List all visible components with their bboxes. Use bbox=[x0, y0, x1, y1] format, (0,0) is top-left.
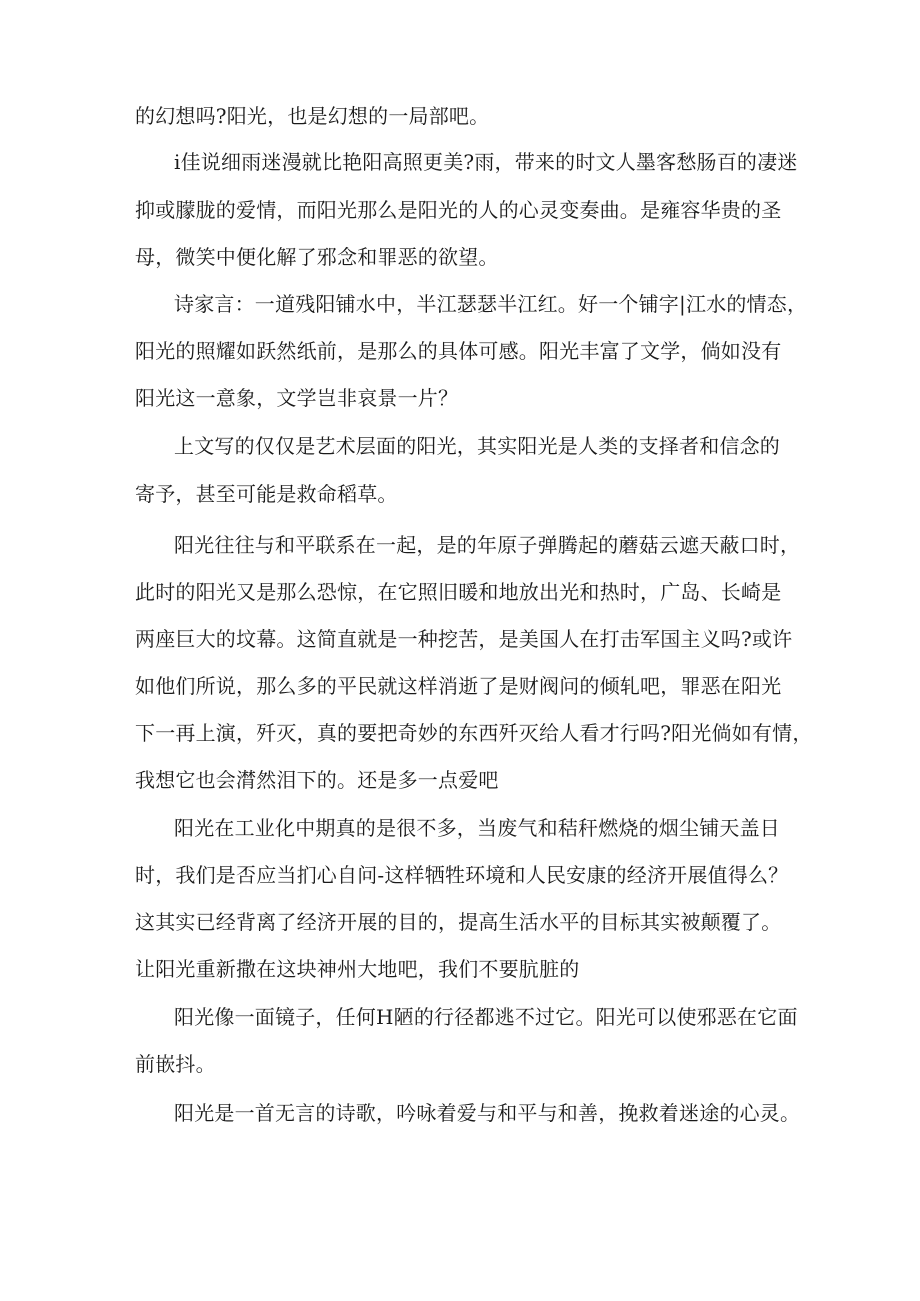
text-line-3: 抑或朦胧的爱情，而阳光那么是阳光的人的心灵变奏曲。是雍容华贵的圣 bbox=[135, 198, 782, 222]
text-line-18: 这其实已经背离了经济开展的目的，提高生活水平的目标其实被颠覆了。 bbox=[135, 910, 782, 934]
text-line-4: 母，微笑中便化解了邪念和罪恶的欲望。 bbox=[135, 245, 499, 269]
text-line-8: 上文写的仅仅是艺术层面的阳光，其实阳光是人类的支择者和信念的 bbox=[174, 434, 780, 458]
text-line-10: 阳光往往与和平联系在一起，是的年原子弹腾起的蘑菇云遮天蔽口时， bbox=[174, 533, 801, 557]
text-line-17: 时，我们是否应当扪心自问-这样牺牲环境和人民安康的经济开展值得么？ bbox=[135, 863, 789, 887]
text-line-5: 诗家言：一道残阳铺水中，半江瑟瑟半江红。好一个铺字|江水的情态， bbox=[174, 292, 808, 316]
text-line-6: 阳光的照耀如跃然纸前，是那么的具体可感。阳光丰富了文学，倘如没有 bbox=[135, 339, 782, 363]
text-line-13: 如他们所说，那么多的平民就这样消逝了是财阀问的倾轧吧，罪恶在阳光 bbox=[135, 674, 782, 698]
text-line-7: 阳光这一意象，文学岂非哀景一片？ bbox=[135, 386, 459, 410]
text-line-15: 我想它也会潸然泪下的。还是多一点爱吧 bbox=[135, 768, 499, 792]
text-line-21: 前嵌抖。 bbox=[135, 1052, 216, 1076]
text-line-1: 的幻想吗?阳光，也是幻想的一局部吧。 bbox=[135, 104, 490, 128]
text-line-16: 阳光在工业化中期真的是很不多，当废气和秸秆燃烧的烟尘铺天盖日 bbox=[174, 816, 780, 840]
text-line-14: 下一再上演，歼灭，真的要把奇妙的东西歼灭给人看才行吗?阳光倘如有情， bbox=[135, 721, 813, 745]
text-line-20: 阳光像一面镜子，任何H陋的行径都逃不过它。阳光可以使邪恶在它面 bbox=[174, 1005, 798, 1029]
text-line-11: 此时的阳光又是那么恐惊，在它照旧暖和地放出光和热时，广岛、长崎是 bbox=[135, 580, 782, 604]
text-line-2: i佳说细雨迷漫就比艳阳高照更美?雨，带来的时文人墨客愁肠百的凄迷 bbox=[174, 150, 798, 174]
text-line-9: 寄予，甚至可能是救命稻草。 bbox=[135, 482, 398, 506]
text-line-19: 让阳光重新撒在这块神州大地吧，我们不要肮脏的 bbox=[135, 957, 580, 981]
text-line-22: 阳光是一首无言的诗歌，吟咏着爱与和平与和善，挽救着迷途的心灵。 bbox=[174, 1101, 801, 1125]
text-line-12: 两座巨大的坟幕。这简直就是一种挖苦，是美国人在打击军国主义吗?或许 bbox=[135, 627, 793, 651]
